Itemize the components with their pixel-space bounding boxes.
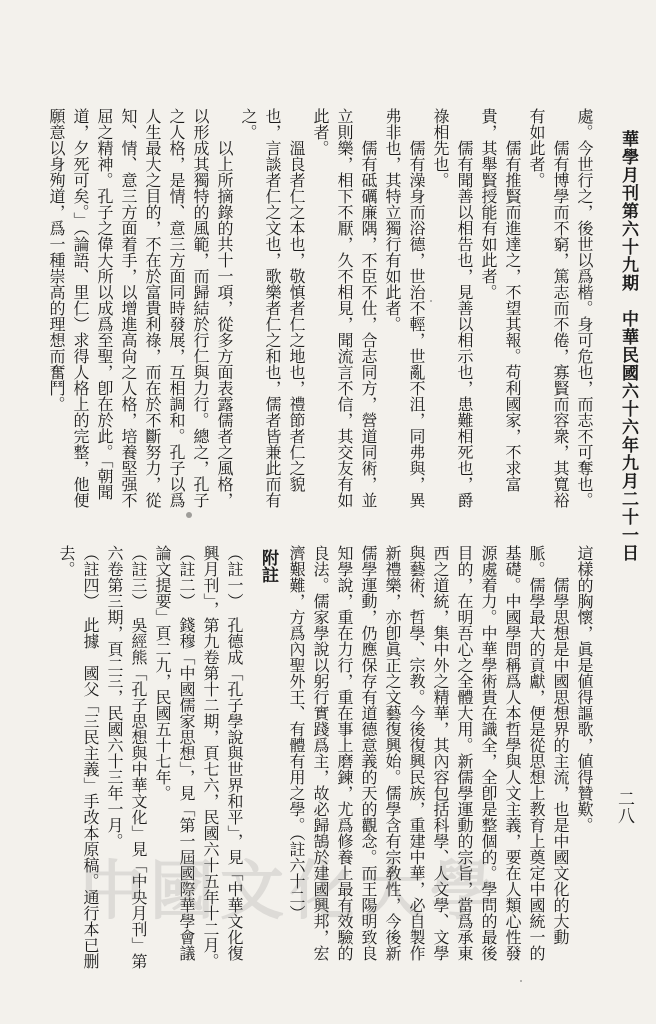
- paragraph: 以上所摘錄的共十一項，從多方面表露儒者之風格，以形成其獨特的風範，而歸結於行仁與力行。總之，孔子之人格，是情、意三方面同時發展，互相調和。孔子以爲人生最大之目的，不在於富貴利祿，而在於不斷努力，從知、情、意三方面着手，以增進高尙之人格，培養堅强不屈之精神。孔子之偉大所以成爲至聖，卽在於此。「朝聞道，夕死可矣。」（論語、里仁）求得人格上的完整，他便願意以身殉道，爲一種崇高的理想而奮鬥。: [47, 108, 234, 508]
- footnote: （註二） 錢穆「中國儒家思想」，見「第一屆國際華學會議論文提要」頁二九，民國五十七年。: [153, 545, 196, 961]
- paragraph: 儒有砥礪廉隅，不臣不仕，合志同方，營道同術，並立則樂，相下不厭，久不相見，聞流言不信，其交友有如此者。: [311, 108, 378, 508]
- library-watermark: 中國文化大學: [80, 855, 500, 929]
- print-speck: [430, 300, 432, 302]
- paragraph: 這樣的胸懷，眞是値得謳歌，値得贊歎。: [575, 545, 594, 833]
- paragraph: 儒有澡身而浴德，世治不輕，世亂不沮，同弗與，異弗非也，其特立獨行有如此者。: [383, 108, 426, 508]
- page-number: 二八: [614, 790, 634, 824]
- notes-heading: 附註: [258, 549, 278, 583]
- paragraph: 儒有博學而不窮，篤志而不倦，寡賢而容衆，其寬裕有如此者。: [527, 108, 570, 508]
- upper-text-block: [16, 108, 596, 513]
- paragraph: 處。今世行之，後世以爲楷。身可危也，而志不可奪也。: [575, 108, 594, 508]
- paragraph: 儒學思想是中國思想界的主流，也是中國文化的大動脈。儒學最大的貢獻，便是從思想上教育上奠定中國統一的基礎。中國學問稱爲人本哲學與人文主義，要在人類心性發源處着力。中華學術貴在識全，全卽是整個的。學問的最後目的，在明吾心之全體大用。新儒學運動的宗旨，當爲承東西之道統，集中外之精華，其內容包括科學、人文學、文學與藝術、哲學、宗教。今後復興民族，重建中華，必自製作新禮樂，亦卽眞正之文藝復興始。儒學含有宗敎性，今後新儒學運動，仍應保存有道德意義的天的觀念。而王陽明致良知學說，重在力行，重在事上磨鍊，尤爲修養上最有效驗的良法。儒家學說以躬行實踐爲主，故必歸鵠於建國興邦，宏濟艱難，方爲內聖外王、有體有用之學。（註六十二）: [287, 545, 570, 961]
- paragraph: 儒有推賢而進達之，不望其報。苟利國家，不求富貴，其舉賢授能有如此者。: [479, 108, 522, 492]
- lower-text-block: [16, 545, 596, 970]
- paragraph: 儒有聞善以相告也，見善以相示也，患難相死也，爵祿相先也。: [431, 108, 474, 508]
- paragraph: 溫良者仁之本也，敬慎者仁之地也，禮節者仁之貌也，言談者仁之文也，歌樂者仁之和也，儒者皆兼此而有之。: [239, 108, 306, 508]
- footnote: （註四） 此據 國父「三民主義」手改本原稿。通行本已删去。: [57, 545, 100, 969]
- journal-header: 華學月刊第六十九期 中華民國六十六年九月二十一日: [618, 130, 638, 562]
- print-speck: [520, 980, 522, 982]
- footnote: （註一） 孔德成「孔子學說與世界和平」，見「中華文化復興月刊」，第九卷第十二期，頁七六，民國六十五年十二月。: [201, 545, 244, 969]
- footnote: （註三） 吳經熊「孔子思想與中華文化」見「中央月刊」第六卷第三期，頁二三，民國六十三年一月。: [105, 545, 148, 969]
- print-speck: [186, 512, 192, 518]
